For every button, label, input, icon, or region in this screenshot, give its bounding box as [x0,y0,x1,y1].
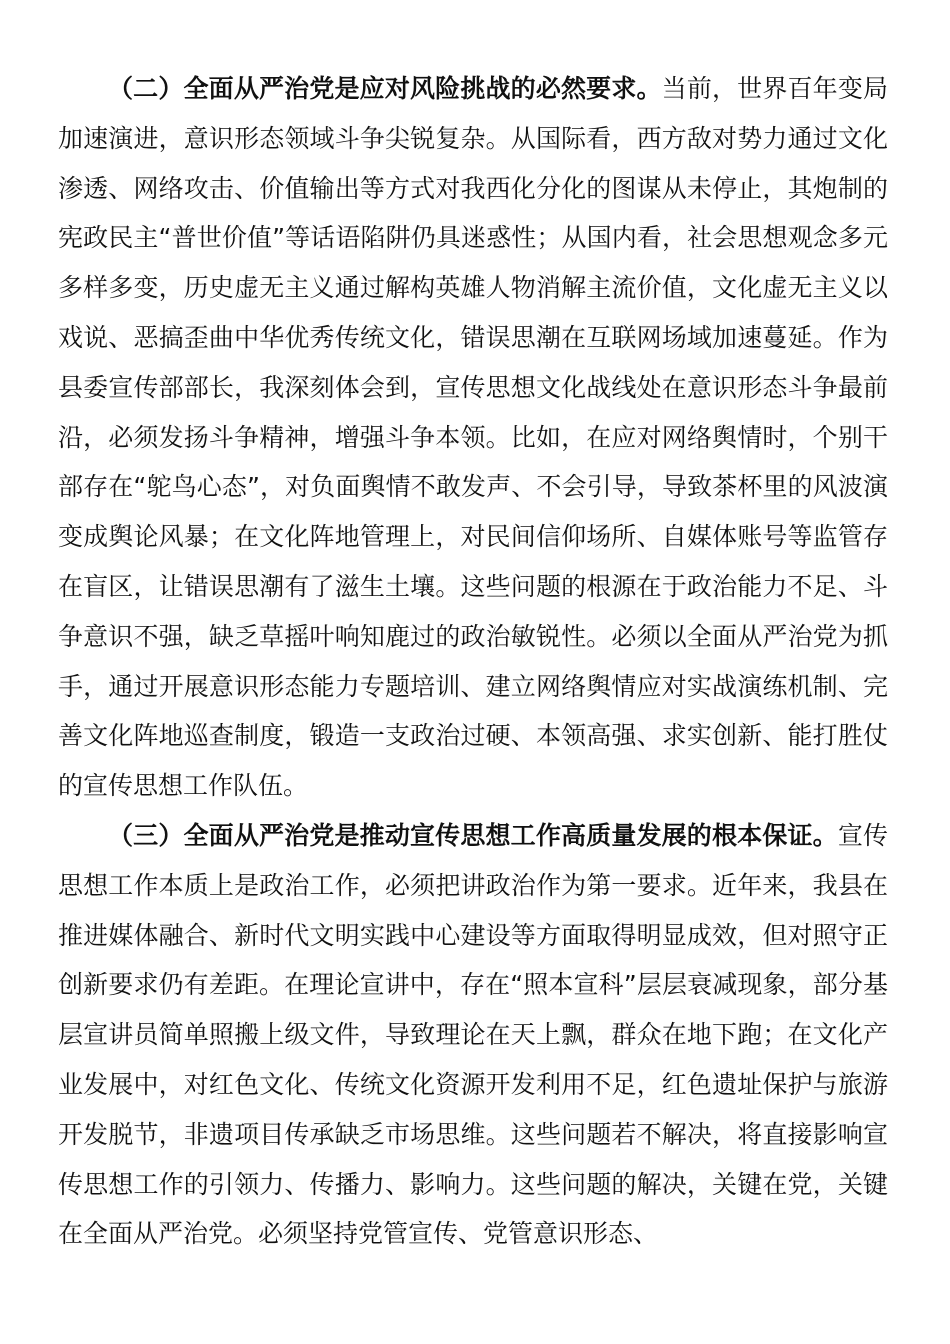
paragraph-risk-challenges [58,64,888,811]
paragraph-heading: （二）全面从严治党是应对风险挑战的必然要求。 [108,74,662,103]
paragraph-text: 当前，世界百年变局加速演进，意识形态领域斗争尖锐复杂。从国际看，西方敌对势力通过文化渗透、网络攻击、价值输出等方式对我西化分化的图谋从未停止，其炮制的宪政民主“普世价值”等话语陷阱仍具迷惑性；从国内看，社会思想观念多元多样多变，历史虚无主义通过解构英雄人物消解主流价值，文化虚无主义以戏说、恶搞歪曲中华优秀传统文化，错误思潮在互联网场域加速蔓延。作为县委宣传部部长，我深刻体会到，宣传思想文化战线处在意识形态斗争最前沿，必须发扬斗争精神，增强斗争本领。比如，在应对网络舆情时，个别干部存在“鸵鸟心态”，对负面舆情不敢发声、不会引导，导致茶杯里的风波演变成舆论风暴；在文化阵地管理上，对民间信仰场所、自媒体账号等监管存在盲区，让错误思潮有了滋生土壤。这些问题的根源在于政治能力不足、斗争意识不强，缺乏草摇叶响知鹿过的政治敏锐性。必须以全面从严治党为抓手，通过开展意识形态能力专题培训、建立网络舆情应对实战演练机制、完善文化阵地巡查制度，锻造一支政治过硬、本领高强、求实创新、能打胜仗的宣传思想工作队伍。 [58,74,888,801]
paragraph-heading: （三）全面从严治党是推动宣传思想工作高质量发展的根本保证。 [108,820,838,850]
paragraph-high-quality-development [58,811,888,1259]
document-body [58,64,888,1259]
paragraph-text: 宣传思想工作本质上是政治工作，必须把讲政治作为第一要求。近年来，我县在推进媒体融合、新时代文明实践中心建设等方面取得明显成效，但对照守正创新要求仍有差距。在理论宣讲中，存在“照本宣科”层层衰减现象，部分基层宣讲员简单照搬上级文件，导致理论在天上飘，群众在地下跑；在文化产业发展中，对红色文化、传统文化资源开发利用不足，红色遗址保护与旅游开发脱节，非遗项目传承缺乏市场思维。这些问题若不解决，将直接影响宣传思想工作的引领力、传播力、影响力。这些问题的解决，关键在党，关键在全面从严治党。必须坚持党管宣传、党管意识形态、 [58,820,888,1249]
